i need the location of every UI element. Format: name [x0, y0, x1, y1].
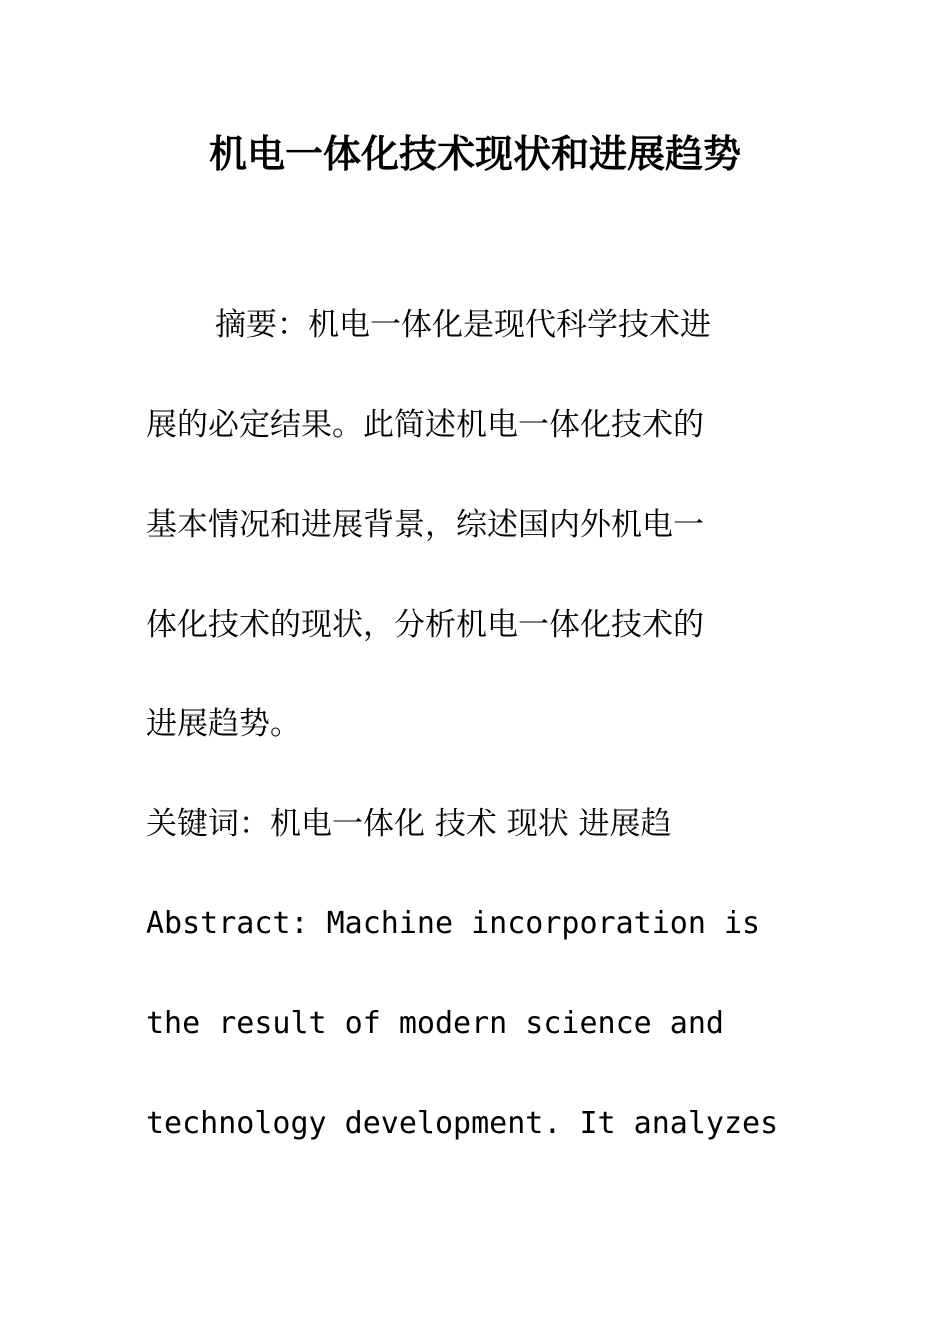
abstract-cn-line-1: 摘要：机电一体化是现代科学技术进: [215, 307, 711, 343]
abstract-en-line-3: technology development. It analyzes: [146, 1106, 779, 1141]
abstract-cn-line-5: 进展趋势。: [146, 706, 301, 742]
document-title: 机电一体化技术现状和进展趋势: [208, 131, 741, 176]
abstract-cn-line-2: 展的必定结果。此简述机电一体化技术的: [146, 407, 704, 443]
abstract-en-line-1: Abstract: Machine incorporation is: [146, 906, 761, 941]
abstract-cn-line-3: 基本情况和进展背景，综述国内外机电一: [146, 507, 704, 543]
keywords-line: 关键词：机电一体化 技术 现状 进展趋: [146, 806, 672, 842]
abstract-en-line-2: the result of modern science and: [146, 1006, 724, 1041]
abstract-cn-line-4: 体化技术的现状，分析机电一体化技术的: [146, 607, 704, 643]
